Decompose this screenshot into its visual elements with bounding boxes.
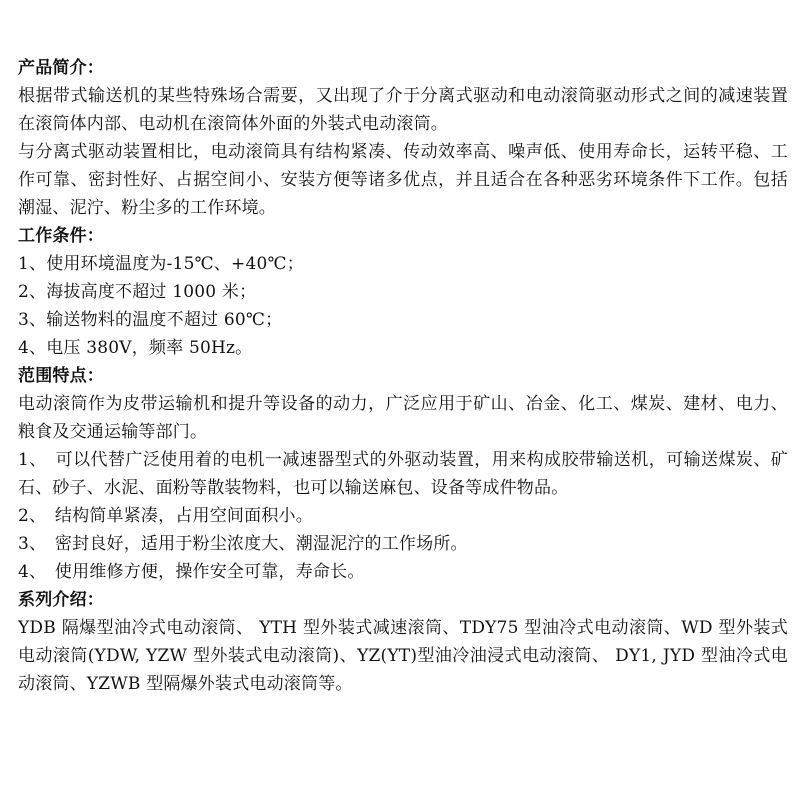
series-section <box>18 586 788 698</box>
features-title: 范围特点： <box>18 366 104 386</box>
condition-item-1: 1、使用环境温度为-15℃、+40℃； <box>18 254 304 274</box>
feature-item-2: 2、 结构简单紧凑，占用空间面积小。 <box>18 506 313 526</box>
condition-item-2: 2、海拔高度不超过 1000 米； <box>18 282 257 302</box>
series-text: YDB 隔爆型油冷式电动滚筒、 YTH 型外装式减速滚筒、TDY75 型油冷式电动滚筒、WD 型外装式电动滚筒(YDW, YZW 型外装式电动滚筒)、YZ(YT)型油冷油浸式电动滚筒、 DY1, JYD 型油冷式电动滚筒、YZWB 型隔爆外装式电动滚筒等。 <box>18 618 788 694</box>
feature-item-4: 4、 使用维修方便，操作安全可靠，寿命长。 <box>18 562 365 582</box>
series-title: 系列介绍： <box>18 590 104 610</box>
features-intro: 电动滚筒作为皮带运输机和提升等设备的动力，广泛应用于矿山、冶金、化工、煤炭、建材、电力、粮食及交通运输等部门。 <box>18 394 788 442</box>
feature-item-3: 3、 密封良好，适用于粉尘浓度大、潮湿泥泞的工作场所。 <box>18 534 468 554</box>
intro-paragraph-2: 与分离式驱动装置相比，电动滚筒具有结构紧凑、传动效率高、噪声低、使用寿命长，运转平稳、工作可靠、密封性好、占据空间小、安装方便等诸多优点，并且适合在各种恶劣环境条件下工作。包括潮湿、泥泞、粉尘多的工作环境。 <box>18 142 788 218</box>
intro-title: 产品简介： <box>18 58 104 78</box>
product-document <box>18 54 788 698</box>
conditions-section <box>18 222 788 362</box>
condition-item-3: 3、输送物料的温度不超过 60℃； <box>18 310 283 330</box>
intro-paragraph-1: 根据带式输送机的某些特殊场合需要，又出现了介于分离式驱动和电动滚筒驱动形式之间的减速装置在滚筒体内部、电动机在滚筒体外面的外装式电动滚筒。 <box>18 86 788 134</box>
conditions-title: 工作条件： <box>18 226 104 246</box>
feature-item-1: 1、 可以代替广泛使用着的电机一减速器型式的外驱动装置，用来构成胶带输送机，可输送煤炭、矿石、砂子、水泥、面粉等散装物料，也可以输送麻包、设备等成件物品。 <box>18 450 788 498</box>
features-section <box>18 362 788 586</box>
condition-item-4: 4、电压 380V，频率 50Hz。 <box>18 338 253 358</box>
intro-section <box>18 54 788 222</box>
